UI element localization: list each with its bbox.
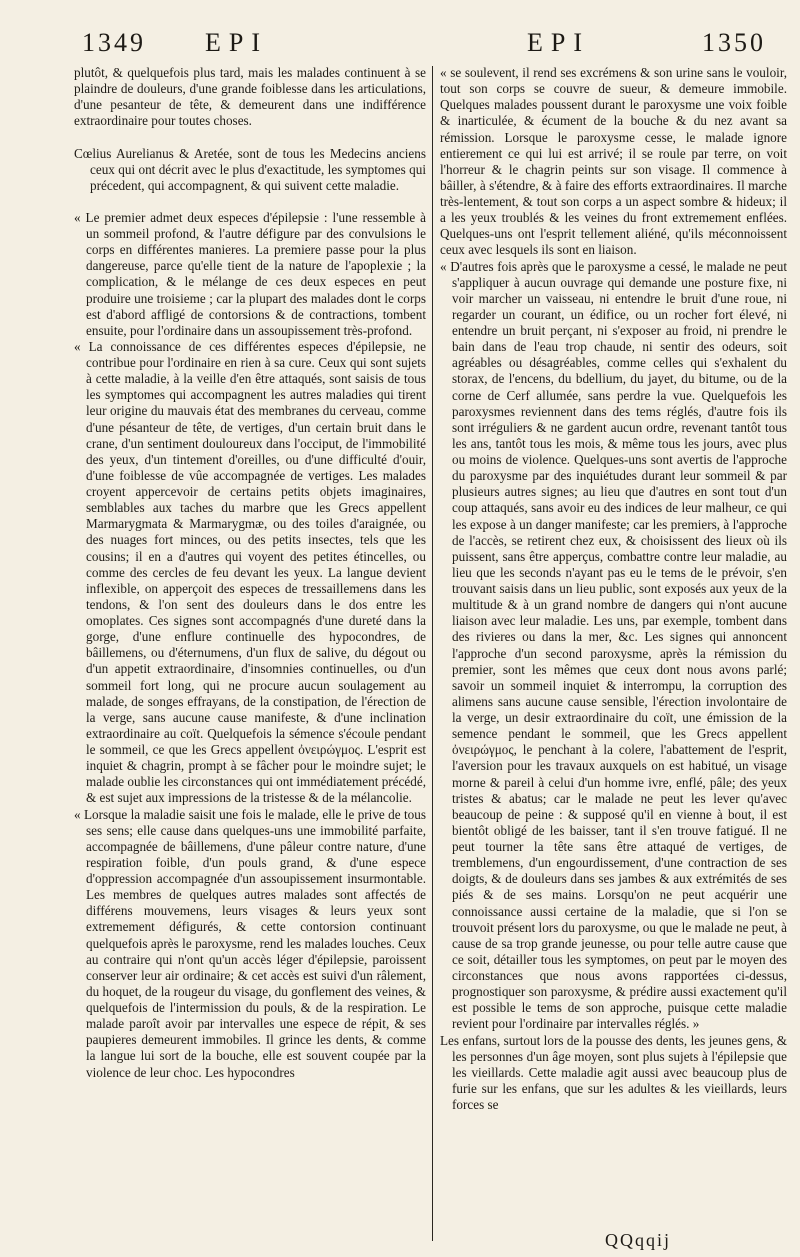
paragraph: Cœlius Aurelianus & Aretée, sont de tous les Medecins anciens ceux qui ont décrit avec le plus d'exactitude, les symptomes qui précedent, qui accompagnent, & qui suivent cette maladie. [74, 145, 426, 193]
paragraph: Les enfans, surtout lors de la pousse des dents, les jeunes gens, & les personnes d'un âge moyen, sont plus sujets à l'épilepsie que les vieillards. Cette maladie agit aussi avec beaucoup plus de furie sur les enfans, que sur les adultes & les vieillards, leurs forces se [440, 1032, 787, 1112]
right-column [440, 65, 787, 1113]
paragraph: « Le premier admet deux especes d'épilepsie : l'une ressemble à un sommeil profond, & l'autre défigure par des convulsions le corps en différentes manieres. La premiere passe pour la plus dangereuse, parce qu'elle tient de la nature de l'apoplexie ; la complication, & le mélange de ces deux especes en peut produire une troisieme ; car la plupart des malades dont le corps est d'abord affligé de contorsions & de contractions, tombent ensuite, pour l'ordinaire dans un assoupissement très-profond. [74, 209, 426, 338]
right-running-title: EPI [527, 28, 590, 57]
paragraph: « se soulevent, il rend ses excrémens & son urine sans le vouloir, tout son corps se couvre de sueur, & demeure immobile. Quelques malades poussent durant le paroxysme une voix foible & inarticulée, & écument de la bouche & du nez avant sa rémission. Lorsque le paroxysme cesse, le malade ignore entierement ce qui lui est arrivé; il se roule par terre, on voit l'horreur & le chagrin peints sur son visage. Il commence à bâiller, à s'étendre, & à faire des efforts extraordinaires. Il marche très-lentement, & tout son corps a un aspect sombre & hideux; il a les yeux troublés & les veines du front extremement enflées. Quelques-uns ont l'esprit tellement aliéné, qu'ils méconnoissent ceux avec lesquels ils sont en liaison. [440, 65, 787, 258]
paragraph: « La connoissance de ces différentes especes d'épilepsie, ne contribue pour l'ordinaire en rien à sa cure. Ceux qui sont sujets à cette maladie, à la veille d'en être attaqués, sont saisis de tous les symptomes qui accompagnent les autres maladies qui tirent leur origine du mauvais état des membranes du cerveau, comme d'une pésanteur de tête, de vertiges, d'un certain bruit dans le crane, d'un sentiment douloureux dans l'occiput, de l'immobilité des yeux, d'un tintement d'oreilles, ou d'une difficulté d'ouir, d'une foiblesse de vûe accompagnée de vertiges. Les malades croyent appercevoir de certains petits objets imaginaires, semblables aux taches du marbre que les Grecs appellent Marmarygmata & Marmarygmæ, ou des toiles d'araignée, ou des nuages fort minces, ou des petits insectes, tels que les cousins; il en a d'autres qui voyent des petites étincelles, ou comme des cercles de feu devant les yeux. La langue devient inflexible, on apperçoit des especes de tressaillemens dans les tendons, & l'on sent des douleurs dans le dos entre les omoplates. Ces signes sont accompagnés d'une dureté dans la gorge, d'une enflure continuelle des hypocondres, de bâillemens, ou d'éternumens, d'un flux de salive, du dégout ou d'un appetit extraordinaire, d'insomnies continuelles, ou d'un sommeil fort long, qui ne procure aucun soulagement au malade, de songes effrayans, de la constipation, de l'érection de la verge, sans aucune cause manifeste, & d'une inclination extraordinaire au coït. Quelquefois la sémence s'écoule pendant le sommeil, ce que les Grecs appellent ὀνειρώγμος. L'esprit est inquiet & chagrin, prompt à se fâcher pour le moindre sujet; le malade oublie les circonstances qui ont immédiatement précédé, & est sujet aux impressions de la tristesse & de la mélancolie. [74, 338, 426, 806]
left-column [74, 65, 426, 1081]
paragraph: « Lorsque la maladie saisit une fois le malade, elle le prive de tous ses sens; elle cause dans quelques-uns une immobilité parfaite, accompagnée de bâillemens, d'une pâleur contre nature, d'une respiration foible, d'un pouls grand, & d'une espece d'oppression accompagnée d'un assoupissement insurmontable. Les membres de quelques autres malades sont affectés de différens mouvemens, leurs visages & leurs yeux sont extremement défigurés, & cette contorsion continuant quelquefois après le paroxysme, rend les malades louches. Ceux au contraire qui n'ont qu'un accès léger d'épilepsie, paroissent conserver leur air ordinaire; & cet accès est suivi d'un râlement, du hoquet, de la rougeur du visage, du gonflement des veines, & quelquefois de l'intermission du pouls, & de la respiration. Le malade paroît avoir par intervalles une espece de répit, & ses paupieres demeurent immobiles. Il grince les dents, & comme la langue lui sort de la bouche, elle est souvent coupée par la violence de leur choc. Les hypocondres [74, 806, 426, 1080]
signature-mark: QQqqij [605, 1230, 671, 1250]
left-page-number: 1349 [82, 28, 146, 57]
paragraph-gap [74, 130, 426, 146]
left-running-title: EPI [205, 28, 268, 57]
column-divider [432, 66, 433, 1241]
running-header [0, 28, 800, 68]
paragraph: « D'autres fois après que le paroxysme a cessé, le malade ne peut s'appliquer à aucun ouvrage qui demande une posture fixe, ni voir marcher un vaisseau, ni entendre le bruit d'une roue, ni regarder un courant, un édifice, ou un rocher fort élevé, ni entendre un bruit perçant, ni s'exposer au froid, ni prendre le bain dans de l'eau trop chaude, ni sentir des odeurs, soit agréables ou désagréables, comme celles qui s'exhalent du storax, de l'encens, du bdellium, du jayet, du bitume, ou de la corne de Cerf allumée, sans perdre la vue. Quelquefois les paroxysmes reviennent dans des tems réglés, d'autre fois ils sont irréguliers & ne gardent aucun ordre, revenant tantôt tous les ans, tantôt tous les mois, & même tous les jours, avec plus ou moins de violence. Quelques-uns sont avertis de l'approche du paroxysme par des inquiétudes durant leur sommeil & par plusieurs autres signes; au lieu que d'autres en sont tout d'un coup attaqués, sans avoir eu des indices de leur malheur, ce qui les expose à un danger manifeste; car les premiers, à l'approche de l'accès, se retirent chez eux, & choisissent des lieux où ils puissent, sans être apperçus, combattre contre leur maladie, au lieu que les seconds n'ayant pas eu le tems de le prévoir, s'en trouvant saisis dans un lieu public, sont exposés aux yeux de la multitude & à un grand nombre de dangers qui n'ont aucune liaison avec leur maladie. Les uns, par exemple, tombent dans des rivieres ou dans la mer, &c. Les signes qui annoncent l'approche d'un second paroxysme, après la rémission du premier, sont les mêmes que ceux dont nous avons parlé; savoir un sommeil inquiet & interrompu, la corruption des alimens sans aucune cause sensible, l'érection involontaire de la verge, un desir extraordinaire du coït, une émission de la semence pendant le sommeil, que les Grecs appellent ὀνειρώγμος, le penchant à la colere, l'abattement de l'esprit, l'aversion pour les travaux auxquels on est habitué, un visage morne & pareil à celui d'un homme ivre, enflé, pâle; des yeux tristes & abatus; car le malade ne peut les lever qu'avec beaucoup de peine : & supposé qu'il en vienne à bout, il est bientôt obligé de les baisser, tant il s'en trouve fatigué. Il ne peut tourner la tête sans être attaqué de vertiges, de tremblemens, d'un engourdissement, d'une contraction de ses doigts, & de douleurs dans ses jambes & aux extrémités de ses piés & de ses mains. Lorsqu'on ne peut acquérir une connoissance aussi certaine de la maladie, que si l'on se trouvoit présent lors du paroxysme, ou que le malade ne peut, à cause de sa trop grande jeunesse, ou pour telle autre cause que ce soit, détailler tous les symptomes, on peut par le moyen des circonstances que nous avons rapportées ci-dessus, prognostiquer son paroxysme, & prédire aussi exactement qu'il est possible le tems de son approche, puisque cette maladie revient pour l'ordinaire par intervalles réglés. » [440, 258, 787, 1032]
right-page-number: 1350 [702, 28, 766, 57]
paragraph-gap [74, 194, 426, 210]
paragraph: plutôt, & quelquefois plus tard, mais les malades continuent à se plaindre de douleurs, d'une grande foiblesse dans les articulations, d'une pesanteur de tête, & demeurent dans une indifférence extraordinaire pour toutes choses. [74, 65, 426, 129]
